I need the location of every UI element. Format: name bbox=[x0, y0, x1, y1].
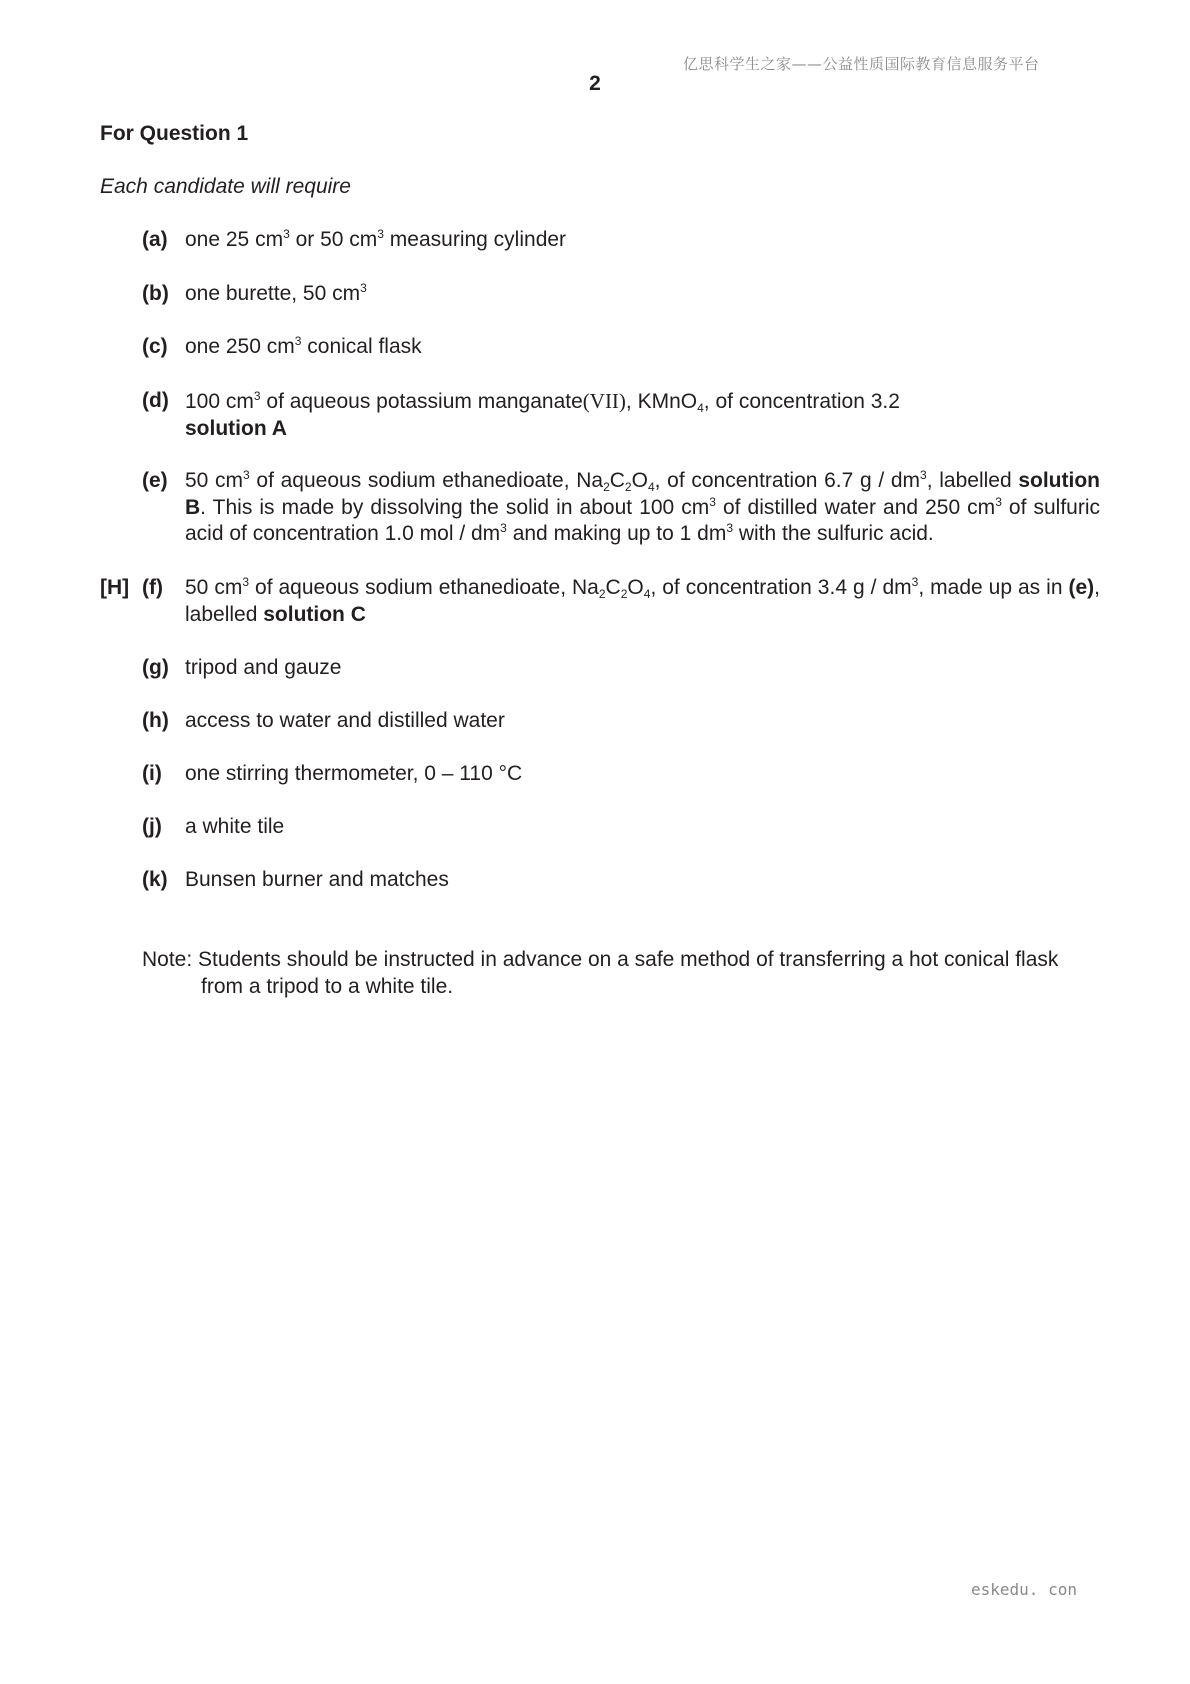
note bbox=[142, 947, 1100, 1000]
item-label: (e) bbox=[142, 469, 168, 492]
list-item bbox=[100, 388, 1100, 442]
item-text: one 25 $cm^3$ or 50 $cm^3$ measuring cylinder bbox=[185, 227, 567, 251]
list-item bbox=[100, 655, 1100, 682]
solution-label: solution C bbox=[263, 602, 366, 626]
page-number: 2 bbox=[589, 72, 601, 95]
item-label: (j) bbox=[142, 815, 162, 838]
item-text: one 250 $cm^3$ conical flask bbox=[185, 334, 422, 358]
intro-text: Each candidate will require bbox=[100, 175, 351, 198]
item-label: (g) bbox=[142, 656, 169, 679]
item-text: access to water and distilled water bbox=[185, 709, 505, 732]
hazard-label: [H] bbox=[100, 576, 130, 599]
footer-text: eskedu. con bbox=[971, 1580, 1077, 1599]
item-label: (a) bbox=[142, 228, 168, 251]
note-text: Note: Students should be instructed in advance on a safe method of transferring a hot conical flask from a tripod to a white tile. bbox=[142, 948, 1059, 998]
item-text: one burette, 50 $cm^3$ bbox=[185, 281, 367, 305]
list-item bbox=[100, 708, 1100, 735]
list-item bbox=[100, 281, 1100, 308]
item-text: one stirring thermometer, 0 – 110 °C bbox=[185, 762, 523, 785]
item-text: tripod and gauze bbox=[185, 656, 342, 679]
list-item bbox=[100, 814, 1100, 841]
item-label: (f) bbox=[142, 576, 163, 599]
solution-label: solution B bbox=[185, 469, 1100, 519]
item-label: (c) bbox=[142, 335, 168, 358]
item-text: 100 $cm^3$ of aqueous potassium manganate(VII), KMnO$_4$, of concentration 3.2 solution A bbox=[185, 389, 900, 440]
list-item bbox=[100, 867, 1100, 894]
item-text: a white tile bbox=[185, 815, 285, 838]
item-text: Bunsen burner and matches bbox=[185, 868, 449, 891]
item-text: 50 $cm^3$ of aqueous sodium ethanedioate, $Na_2C_2O_4$, of concentration 3.4 g / $dm^3$, made up as in (e), labelled solution C bbox=[185, 575, 1100, 626]
list-item bbox=[100, 761, 1100, 788]
item-label: (d) bbox=[142, 389, 169, 412]
list-item bbox=[100, 334, 1100, 361]
item-label: (k) bbox=[142, 868, 168, 891]
item-label: (b) bbox=[142, 282, 169, 305]
item-label: (i) bbox=[142, 762, 162, 785]
section-heading: For Question 1 bbox=[100, 122, 249, 145]
watermark-text: 亿思科学生之家——公益性质国际教育信息服务平台 bbox=[683, 55, 1040, 73]
solution-label: solution A bbox=[185, 416, 287, 440]
list-item bbox=[100, 227, 1100, 254]
item-text: 50 $cm^3$ of aqueous sodium ethanedioate, $Na_2C_2O_4$, of concentration 6.7 g / $dm^3$, labelled solution B. This is made by dissolving the solid in about 100 $cm^3$ of distilled water and 250 $cm^3$ of sulfuric acid of concentration 1.0 mol / $dm^3$ and making up to 1 $dm^3$ with the sulfuric acid. bbox=[185, 468, 1101, 545]
list-item bbox=[100, 468, 1100, 548]
item-label: (h) bbox=[142, 709, 169, 732]
list-item bbox=[100, 575, 1100, 628]
